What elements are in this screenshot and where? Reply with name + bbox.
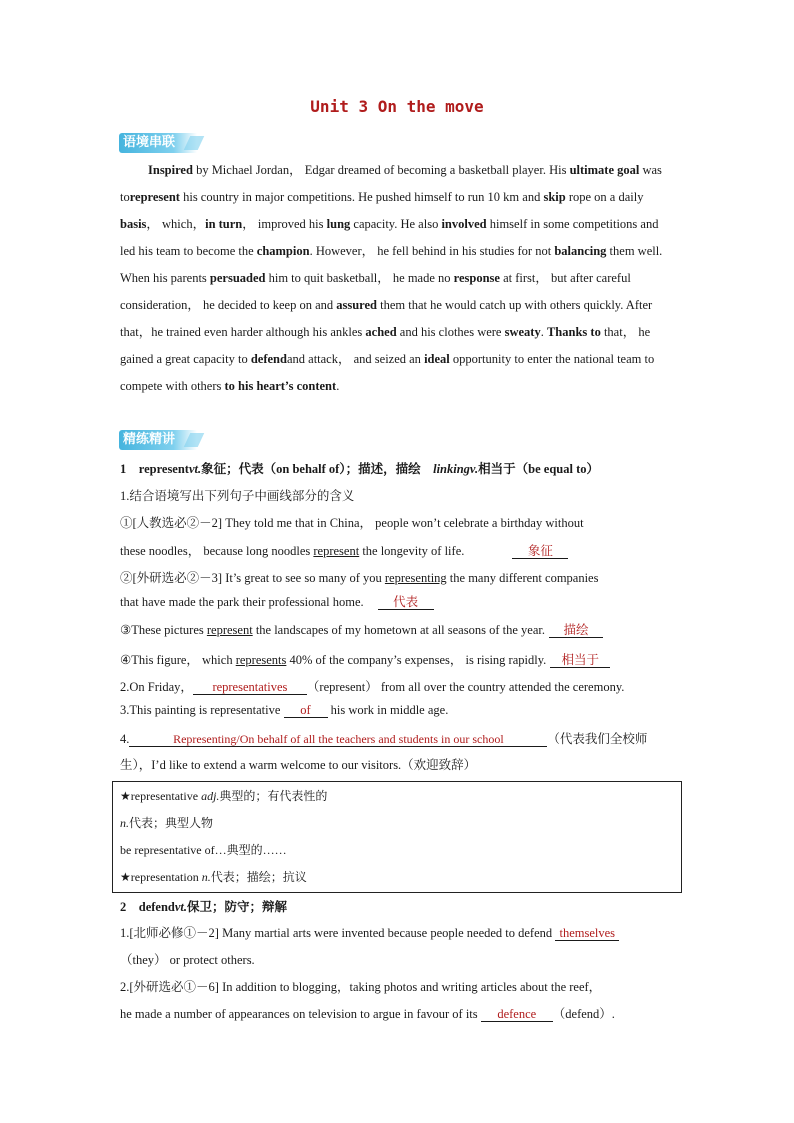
note-line-1: ★representative adj.典型的；有代表性的 bbox=[120, 789, 328, 803]
fill-2-line: 2.On Friday， representatives （represent） from all over the country attended the ceremony. bbox=[120, 680, 625, 694]
answer-blank: 象征 bbox=[512, 544, 568, 559]
passage-text: and his clothes were bbox=[396, 325, 505, 339]
answer-blank: 描绘 bbox=[549, 623, 603, 638]
passage-text: . bbox=[336, 379, 340, 393]
passage-text: him to quit basketball， he made no bbox=[265, 271, 454, 285]
q2-line-1: ②[外研选必②－3] It’s great to see so many of you representing the many different companies bbox=[120, 571, 599, 585]
underlined-word: representing bbox=[384, 571, 447, 585]
underlined-word: represent bbox=[206, 623, 253, 637]
key-phrase: balancing bbox=[554, 244, 607, 258]
q2-line-2: that have made the park their professional home. 代表 bbox=[120, 595, 680, 610]
key-phrase: assured bbox=[336, 298, 378, 312]
passage-text: them well. When his parents bbox=[120, 244, 663, 285]
passage-text: was to bbox=[120, 163, 662, 204]
underlined-word: represent bbox=[313, 544, 360, 558]
key-phrase: champion bbox=[256, 244, 310, 258]
passage-text: and attack， and seized an bbox=[286, 352, 425, 366]
section-1-heading bbox=[120, 459, 680, 477]
key-phrase: to his heart’s content bbox=[224, 379, 337, 393]
fill-4-line-2: 生），I’d like to extend a warm welcome to our visitors.（欢迎致辞） bbox=[120, 758, 477, 772]
heading-word: 1 represent bbox=[120, 462, 189, 476]
answer-blank: 相当于 bbox=[550, 653, 610, 668]
key-phrase: ached bbox=[365, 325, 397, 339]
passage-text: them that he would catch up with others quickly. After that，he trained even harder although his ankles bbox=[120, 298, 653, 339]
answer-blank: 代表 bbox=[378, 595, 434, 610]
note-line-2: n.代表；典型人物 bbox=[120, 816, 214, 830]
key-phrase: defend bbox=[250, 352, 287, 366]
passage-text: that， he gained a great capacity to bbox=[120, 325, 651, 366]
key-phrase: in turn bbox=[205, 217, 243, 231]
key-phrase: Inspired bbox=[148, 163, 193, 177]
heading-word: 2 defend bbox=[120, 900, 175, 914]
key-phrase: involved bbox=[441, 217, 487, 231]
q3-line: ③These pictures represent the landscapes of my hometown at all seasons of the year. 描绘 bbox=[120, 622, 680, 638]
passage-text: . However， he fell behind in his studies for not bbox=[309, 244, 555, 258]
key-phrase: represent bbox=[129, 190, 180, 204]
note-line-4: ★representation n.代表；描绘；抗议 bbox=[120, 870, 307, 884]
s2-q2-line-2: he made a number of appearances on television to argue in favour of its defence （defend）. bbox=[120, 1007, 615, 1021]
heading-definition: 象征；代表（on behalf of）；描述，描绘 bbox=[201, 462, 434, 476]
passage-text: by Michael Jordan， Edgar dreamed of becoming a basketball player. His bbox=[192, 163, 570, 177]
q1-line-1: ①[人教选必②－2] They told me that in China， people won’t celebrate a birthday without bbox=[120, 516, 584, 530]
context-passage bbox=[120, 157, 676, 400]
answer-blank: defence bbox=[481, 1007, 553, 1022]
key-phrase: sweaty bbox=[504, 325, 541, 339]
section-2-heading bbox=[120, 897, 680, 915]
instruction: 1.结合语境写出下列句子中画线部分的含义 bbox=[120, 489, 355, 503]
s2-q1-line-2: （they） or protect others. bbox=[120, 953, 255, 967]
fill-3-line: 3.This painting is representative of his work in middle age. bbox=[120, 703, 449, 717]
key-phrase: Thanks to bbox=[546, 325, 601, 339]
key-phrase: ideal bbox=[424, 352, 450, 366]
passage-text: ， improved his bbox=[242, 217, 327, 231]
answer-blank: of bbox=[284, 703, 328, 718]
key-phrase: response bbox=[453, 271, 500, 285]
q1-line-2: these noodles， because long noodles represent the longevity of life. 象征 bbox=[120, 541, 680, 559]
passage-text: at first， but after careful consideration， he decided to keep on and bbox=[120, 271, 631, 312]
heading-definition: 保卫；防守；辩解 bbox=[187, 900, 288, 914]
passage-text: capacity. He also bbox=[350, 217, 442, 231]
answer-blank: Representing/On behalf of all the teachers and students in our school bbox=[129, 732, 547, 747]
heading-linking: linkingv. bbox=[433, 462, 479, 476]
answer-blank: themselves bbox=[555, 926, 619, 941]
note-box bbox=[112, 781, 682, 893]
s2-q2-line-1: 2.[外研选必①－6] In addition to blogging，taking photos and writing articles about the reef， bbox=[120, 980, 602, 994]
fill-4-line-1: 4. Representing/On behalf of all the teachers and students in our school （代表我们全校师 bbox=[120, 732, 648, 746]
page-title: Unit 3 On the move bbox=[310, 97, 484, 116]
heading-definition-2: 相当于（be equal to） bbox=[478, 462, 599, 476]
context-badge: 语境串联 bbox=[119, 133, 197, 153]
passage-text: ， which， bbox=[146, 217, 206, 231]
s2-q1-line-1: 1.[北师必修①－2] Many martial arts were invented because people needed to defend themselves bbox=[120, 923, 680, 941]
passage-text: . bbox=[540, 325, 547, 339]
q4-line: ④This figure， which represents 40% of the company’s expenses， is rising rapidly. 相当于 bbox=[120, 650, 680, 668]
note-line-3: be representative of…典型的…… bbox=[120, 843, 287, 857]
passage-text: rope on a daily bbox=[565, 190, 644, 204]
heading-pos: vt. bbox=[188, 462, 202, 476]
passage-text: his country in major competitions. He pushed himself to run 10 km and bbox=[179, 190, 544, 204]
key-phrase: skip bbox=[543, 190, 566, 204]
practice-badge: 精练精讲 bbox=[119, 430, 197, 450]
key-phrase: basis bbox=[120, 217, 147, 231]
key-phrase: persuaded bbox=[209, 271, 266, 285]
key-phrase: ultimate goal bbox=[569, 163, 640, 177]
underlined-word: represents bbox=[235, 653, 287, 667]
heading-pos: vt. bbox=[174, 900, 188, 914]
passage-text: opportunity to enter the national team to compete with others bbox=[120, 352, 655, 393]
key-phrase: lung bbox=[326, 217, 351, 231]
passage-text: himself in some competitions and led his team to become the bbox=[120, 217, 659, 258]
answer-blank: representatives bbox=[193, 680, 307, 695]
